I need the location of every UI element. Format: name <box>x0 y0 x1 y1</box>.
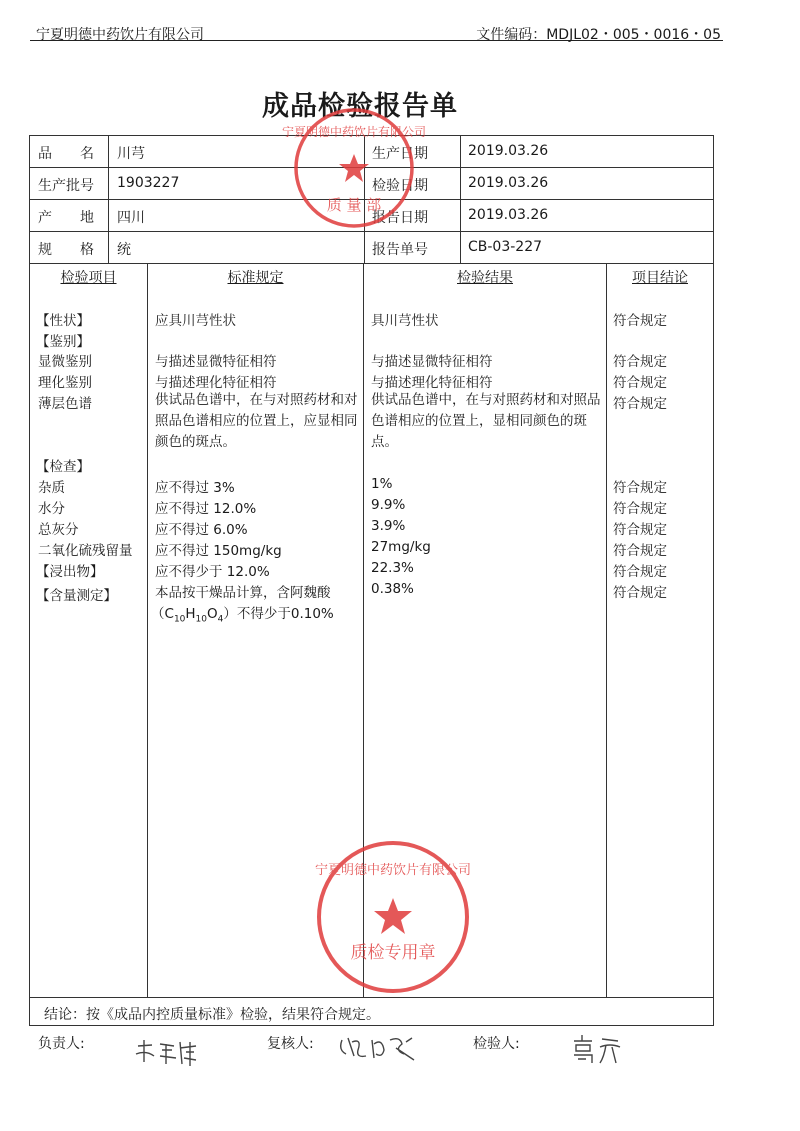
batch-number-label: 生产批号 <box>38 178 94 194</box>
standard-value: 应不得过 12.0% <box>155 501 257 517</box>
table-divider <box>460 135 461 263</box>
conclusion-value: 符合规定 <box>613 522 667 538</box>
standard-value: 应具川芎性状 <box>155 313 236 329</box>
test-date-label: 检验日期 <box>372 178 428 194</box>
origin-value: 四川 <box>117 210 145 226</box>
conclusion-value: 符合规定 <box>613 564 667 580</box>
result-value: 供试品色谱中，在与对照药材和对照品色谱相应的位置上，显相同颜色的斑点。 <box>371 392 601 450</box>
report-date-label: 报告日期 <box>372 210 428 226</box>
standard-value: 应不得过 150mg/kg <box>155 543 282 559</box>
item-label: 显微鉴别 <box>38 354 92 370</box>
item-label: 【浸出物】 <box>36 564 104 580</box>
report-date-value: 2019.03.26 <box>468 207 549 223</box>
responsible-signature <box>132 1036 202 1070</box>
table-divider <box>29 263 714 264</box>
column-header-result: 检验结果 <box>457 270 513 286</box>
quality-inspection-seal-icon <box>314 838 472 996</box>
standard-value: 供试品色谱中，在与对照药材和对照品色谱相应的位置上，应显相同颜色的斑点。 <box>155 392 358 450</box>
standard-value: 应不得过 3% <box>155 480 235 496</box>
table-divider <box>29 231 714 232</box>
document-header <box>30 16 723 41</box>
result-value: 与描述显微特征相符 <box>371 354 493 370</box>
conclusion-value: 符合规定 <box>613 480 667 496</box>
item-label: 二氧化硫残留量 <box>38 543 133 559</box>
production-date-value: 2019.03.26 <box>468 143 549 159</box>
svg-text:宁夏明德中药饮片有限公司: 宁夏明德中药饮片有限公司 <box>314 863 472 878</box>
standard-formula: $(C_{10}H_{10}O_4)$不得少于0.10% <box>151 606 334 625</box>
reviewer-label: 复核人: <box>267 1036 314 1052</box>
table-divider <box>29 997 714 998</box>
result-value: 3.9% <box>371 518 406 534</box>
item-label: 【性状】 <box>36 313 90 329</box>
result-value: 22.3% <box>371 560 414 576</box>
origin-label: 产 地 <box>38 210 94 226</box>
standard-value: 与描述显微特征相符 <box>155 354 277 370</box>
table-divider <box>147 263 148 997</box>
page-title: 成品检验报告单 <box>262 91 458 122</box>
result-value: 具川芎性状 <box>371 313 439 329</box>
standard-value: 与描述理化特征相符 <box>155 375 277 391</box>
test-date-value: 2019.03.26 <box>468 175 549 191</box>
result-value: 27mg/kg <box>371 539 431 555</box>
production-date-label: 生产日期 <box>372 146 428 162</box>
svg-text:质 量 部: 质 量 部 <box>326 196 382 214</box>
item-label: 薄层色谱 <box>38 396 92 412</box>
conclusion-value: 符合规定 <box>613 543 667 559</box>
column-header-item: 检验项目 <box>60 270 117 286</box>
section-label: 【检查】 <box>36 459 90 475</box>
section-label: 【鉴别】 <box>36 334 90 350</box>
result-value: 与描述理化特征相符 <box>371 375 493 391</box>
conclusion-value: 符合规定 <box>613 396 667 412</box>
conclusion-value: 符合规定 <box>613 313 667 329</box>
product-name-label: 品 名 <box>38 146 94 162</box>
report-number-value: CB-03-227 <box>468 239 543 255</box>
standard-value: 应不得过 6.0% <box>155 522 248 538</box>
document-code: 文件编码：MDJL02・005・0016・05 <box>476 27 721 43</box>
inspector-signature <box>570 1033 626 1067</box>
item-label: 总灰分 <box>38 522 79 538</box>
standard-value: 本品按干燥品计算，含阿魏酸 <box>155 585 331 601</box>
conclusion-text: 结论：按《成品内控质量标准》检验，结果符合规定。 <box>44 1007 380 1023</box>
specification-label: 规 格 <box>38 242 94 258</box>
report-number-label: 报告单号 <box>372 242 428 258</box>
item-label: 水分 <box>38 501 65 517</box>
conclusion-value: 符合规定 <box>613 375 667 391</box>
inspector-label: 检验人: <box>473 1036 520 1052</box>
conclusion-value: 符合规定 <box>613 585 667 601</box>
reviewer-signature <box>336 1032 420 1066</box>
item-label: 杂质 <box>38 480 65 496</box>
result-value: 9.9% <box>371 497 406 513</box>
result-value: 1% <box>371 476 393 492</box>
conclusion-value: 符合规定 <box>613 354 667 370</box>
standard-value: 应不得少于 12.0% <box>155 564 270 580</box>
column-header-conclusion: 项目结论 <box>632 270 688 286</box>
quality-department-stamp-icon <box>281 106 427 230</box>
item-label: 理化鉴别 <box>38 375 92 391</box>
company-name: 宁夏明德中药饮片有限公司 <box>36 27 204 43</box>
column-header-standard: 标准规定 <box>227 270 284 286</box>
result-value: 0.38% <box>371 581 414 597</box>
conclusion-value: 符合规定 <box>613 501 667 517</box>
table-divider <box>108 135 109 263</box>
batch-number-value: 1903227 <box>117 175 180 191</box>
item-label: 【含量测定】 <box>36 588 117 604</box>
svg-text:宁夏明德中药饮片有限公司: 宁夏明德中药饮片有限公司 <box>281 125 427 139</box>
product-name-value: 川芎 <box>117 146 145 162</box>
specification-value: 统 <box>117 242 131 258</box>
responsible-person-label: 负责人: <box>38 1036 85 1052</box>
table-divider <box>606 263 607 997</box>
svg-text:质检专用章: 质检专用章 <box>350 943 436 963</box>
